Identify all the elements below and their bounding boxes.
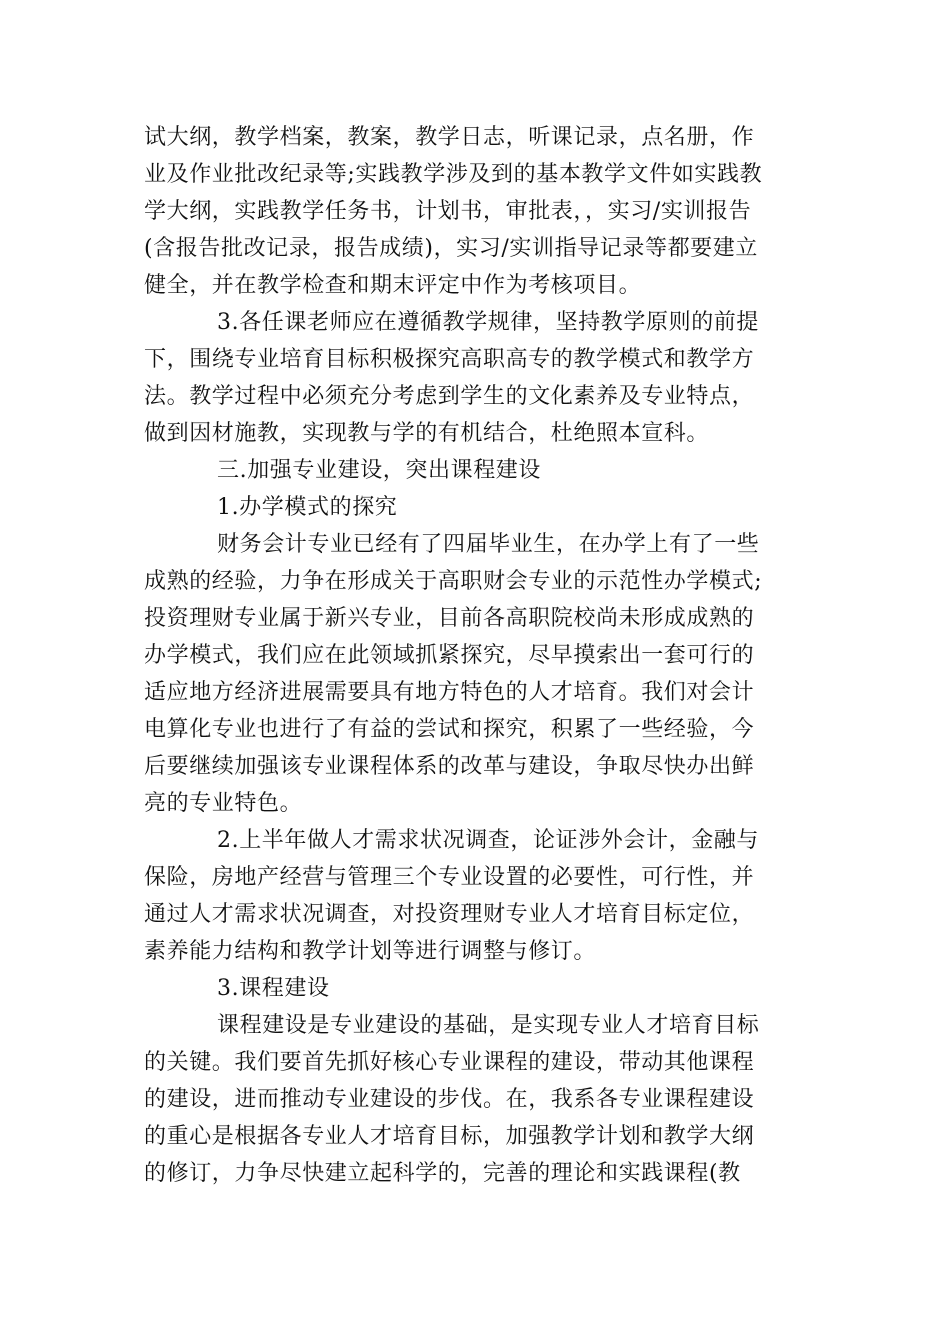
text-line: 后要继续加强该专业课程体系的改革与建设，争取尽快办出鲜	[144, 754, 755, 779]
paragraph-start-line: 课程建设是专业建设的基础，是实现专业人才培育目标	[217, 1013, 760, 1038]
paragraph-start-line: 3.各任课老师应在遵循教学规律，坚持教学原则的前提	[217, 310, 759, 335]
text-line: 电算化专业也进行了有益的尝试和探究，积累了一些经验，今	[144, 717, 755, 742]
text-line: 保险，房地产经营与管理三个专业设置的必要性，可行性，并	[144, 865, 755, 890]
text-line: 的修订，力争尽快建立起科学的，完善的理论和实践课程(教	[144, 1161, 741, 1186]
text-line: 的建设，进而推动专业建设的步伐。在，我系各专业课程建设	[144, 1087, 755, 1112]
text-line: 适应地方经济进展需要具有地方特色的人才培育。我们对会计	[144, 680, 755, 705]
paragraph-start-line: 1.办学模式的探究	[217, 495, 398, 520]
paragraph-start-line: 三.加强专业建设，突出课程建设	[217, 458, 541, 483]
text-line: 的关键。我们要首先抓好核心专业课程的建设，带动其他课程	[144, 1050, 755, 1075]
text-line: 做到因材施教，实现教与学的有机结合，杜绝照本宣科。	[144, 421, 710, 446]
text-line: 素养能力结构和教学计划等进行调整与修订。	[144, 939, 597, 964]
paragraph-start-line: 3.课程建设	[217, 976, 330, 1001]
text-line: 亮的专业特色。	[144, 791, 303, 816]
text-line: 业及作业批改纪录等;实践教学涉及到的基本教学文件如实践教	[144, 162, 763, 187]
text-line: 下，围绕专业培育目标积极探究高职高专的教学模式和教学方	[144, 347, 755, 372]
text-line: 成熟的经验，力争在形成关于高职财会专业的示范性办学模式;	[144, 569, 763, 594]
text-line: 试大纲，教学档案，教案，教学日志，听课记录，点名册，作	[144, 125, 755, 150]
paragraph-start-line: 2.上半年做人才需求状况调查，论证涉外会计，金融与	[217, 828, 759, 853]
text-line: 投资理财专业属于新兴专业，目前各高职院校尚未形成成熟的	[144, 606, 755, 631]
text-line: 通过人才需求状况调查，对投资理财专业人才培育目标定位，	[144, 902, 755, 927]
text-line: 办学模式，我们应在此领域抓紧探究，尽早摸索出一套可行的	[144, 643, 755, 668]
paragraph-start-line: 财务会计专业已经有了四届毕业生，在办学上有了一些	[217, 532, 760, 557]
text-line: 法。教学过程中必须充分考虑到学生的文化素养及专业特点，	[144, 384, 755, 409]
document-body-text	[144, 119, 824, 1192]
text-line: 的重心是根据各专业人才培育目标，加强教学计划和教学大纲	[144, 1124, 755, 1149]
text-line: (含报告批改记录，报告成绩)，实习/实训指导记录等都要建立	[144, 236, 758, 261]
text-line: 健全，并在教学检查和期末评定中作为考核项目。	[144, 273, 642, 298]
text-line: 学大纲，实践教学任务书，计划书，审批表，，实习/实训报告	[144, 199, 752, 224]
